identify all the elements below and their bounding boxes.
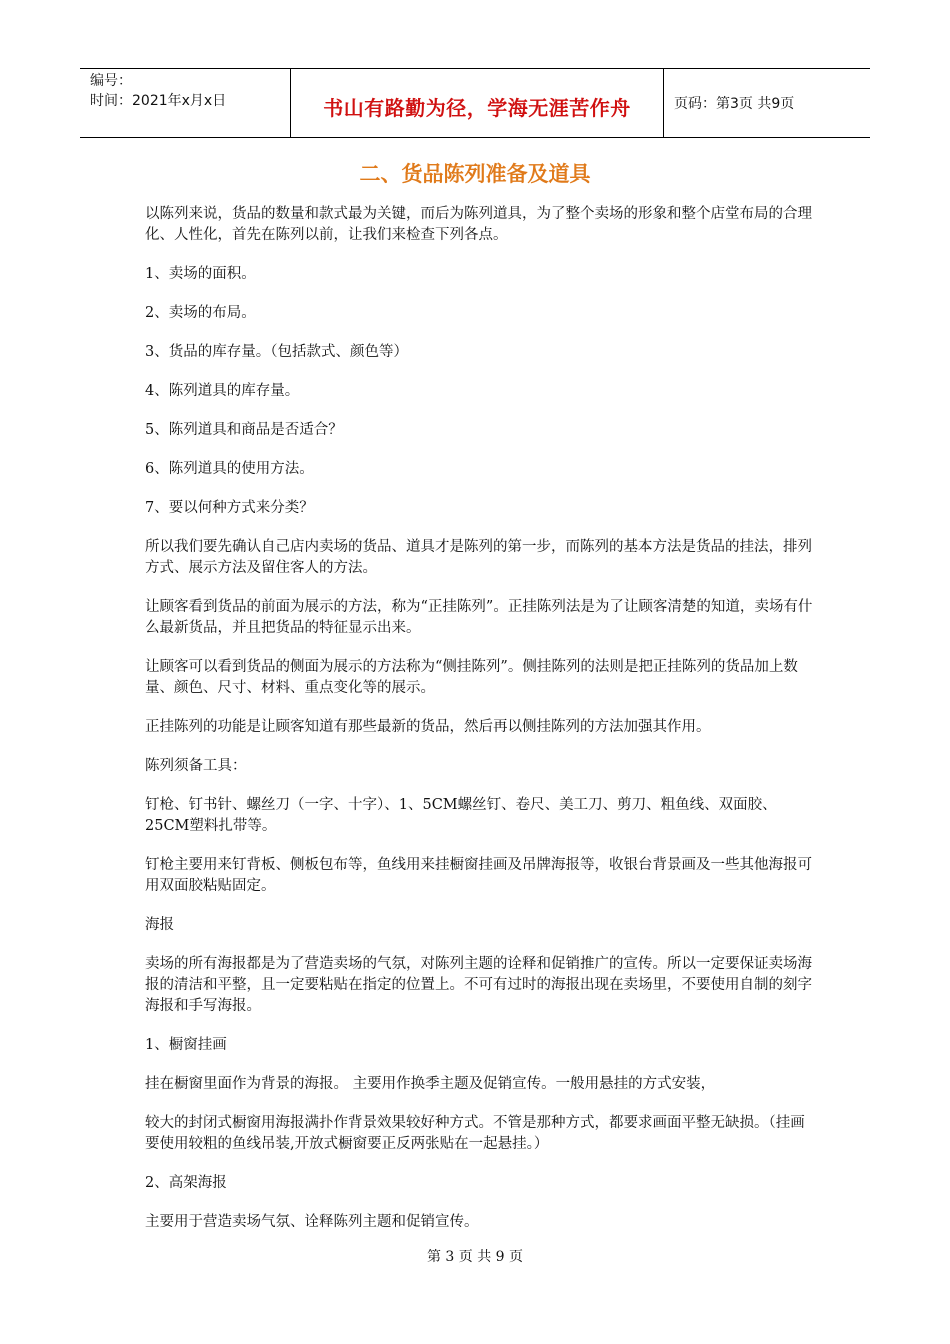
section-title: 二、货品陈列准备及道具 [359, 162, 591, 186]
header-left-cell [80, 69, 291, 137]
subheading: 2、高架海报 [145, 1175, 227, 1191]
number-label: 编号： [90, 73, 132, 89]
list-item: 7、要以何种方式来分类？ [145, 500, 314, 516]
paragraph: 钉枪主要用来钉背板、侧板包布等，鱼线用来挂橱窗挂画及吊牌海报等，收银台背景画及一些其他海报可用双面胶粘贴固定。 [145, 857, 812, 894]
paragraph: 让顾客看到货品的前面为展示的方法，称为“正挂陈列”。正挂陈列法是为了让顾客清楚的知道，卖场有什么最新货品，并且把货品的特征显示出来。 [145, 599, 813, 636]
header-slogan-cell [291, 69, 664, 137]
subheading: 海报 [145, 917, 174, 933]
paragraph: 较大的封闭式橱窗用海报满扑作背景效果较好种方式。不管是那种方式，都要求画面平整无缺损。（挂画要使用较粗的鱼线吊装,开放式橱窗要正反两张贴在一起悬挂。） [145, 1115, 805, 1152]
paragraph: 钉枪、钉书针、螺丝刀（一字、十字）、1、5CM螺丝钉、卷尺、美工刀、剪刀、粗鱼线、双面胶、25CM塑料扎带等。 [145, 797, 777, 834]
paragraph: 主要用于营造卖场气氛、诠释陈列主题和促销宣传。 [145, 1214, 479, 1230]
paragraph: 所以我们要先确认自己店内卖场的货品、道具才是陈列的第一步，而陈列的基本方法是货品的挂法，排列方式、展示方法及留住客人的方法。 [145, 539, 812, 576]
list-item: 5、陈列道具和商品是否适合？ [145, 422, 343, 438]
list-item: 6、陈列道具的使用方法。 [145, 461, 314, 477]
list-item: 2、卖场的布局。 [145, 305, 256, 321]
list-item: 1、卖场的面积。 [145, 266, 256, 282]
subheading: 1、橱窗挂画 [145, 1037, 227, 1053]
paragraph: 以陈列来说，货品的数量和款式最为关键，而后为陈列道具，为了整个卖场的形象和整个店堂布局的合理化、人性化，首先在陈列以前，让我们来检查下列各点。 [145, 206, 812, 243]
paragraph: 陈列须备工具： [145, 758, 247, 774]
page-label: 页码：第3页 共9页 [674, 96, 795, 112]
list-item: 4、陈列道具的库存量。 [145, 383, 300, 399]
header-table [80, 68, 870, 138]
paragraph: 挂在橱窗里面作为背景的海报。 主要用作换季主题及促销宣传。一般用悬挂的方式安装， [145, 1076, 716, 1092]
header-right-cell [664, 69, 870, 137]
paragraph: 让顾客可以看到货品的侧面为展示的方法称为“侧挂陈列”。侧挂陈列的法则是把正挂陈列的货品加上数量、颜色、尺寸、材料、重点变化等的展示。 [145, 659, 798, 696]
list-item: 3、货品的库存量。（包括款式、颜色等） [145, 344, 408, 360]
time-label: 时间：2021年x月x日 [90, 93, 227, 109]
slogan: 书山有路勤为径，学海无涯苦作舟 [323, 95, 631, 120]
paragraph: 正挂陈列的功能是让顾客知道有那些最新的货品，然后再以侧挂陈列的方法加强其作用。 [145, 719, 711, 735]
paragraph: 卖场的所有海报都是为了营造卖场的气氛，对陈列主题的诠释和促销推广的宣传。所以一定要保证卖场海报的清洁和平整，且一定要粘贴在指定的位置上。不可有过时的海报出现在卖场里，不要使用自制的刻字海报和手写海报。 [145, 956, 812, 1014]
document-body [145, 204, 815, 1251]
page-footer: 第 3 页 共 9 页 [426, 1249, 524, 1265]
